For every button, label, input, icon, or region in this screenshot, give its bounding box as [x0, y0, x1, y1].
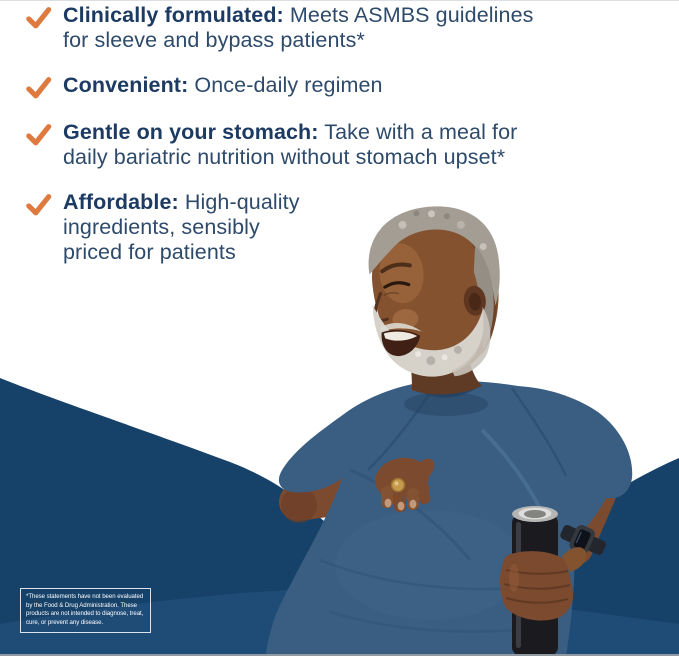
benefits-list — [24, 3, 628, 285]
benefit-line: daily bariatric nutrition without stomach upset* — [63, 145, 506, 169]
check-icon — [24, 193, 54, 217]
gold-ring — [392, 479, 405, 492]
benefit-label: Clinically formulated: — [63, 3, 284, 27]
benefit-item-convenient — [24, 73, 628, 100]
benefit-line: Take with a meal for — [318, 120, 518, 144]
top-edge-line — [0, 0, 679, 1]
benefit-line: priced for patients — [63, 240, 236, 264]
benefit-text — [63, 3, 628, 53]
fda-disclaimer-text: *These statements have not been evaluated by the Food & Drug Administration. These products are not intended to diagnose, treat, cure, or prevent any disease. — [26, 593, 144, 627]
benefit-text — [63, 120, 628, 170]
benefit-line: for sleeve and bypass patients* — [63, 28, 365, 52]
benefit-item-clinically-formulated — [24, 3, 628, 53]
benefit-label: Affordable: — [63, 190, 179, 214]
check-icon — [24, 6, 54, 30]
benefit-text — [63, 190, 628, 265]
benefit-label: Convenient: — [63, 73, 189, 97]
benefit-line: Meets ASMBS guidelines — [283, 3, 534, 27]
check-icon — [24, 123, 54, 147]
check-icon — [24, 76, 54, 100]
benefit-item-gentle-on-stomach — [24, 120, 628, 170]
benefit-line: Once-daily regimen — [188, 73, 383, 97]
benefit-line: High-quality — [178, 190, 300, 214]
benefit-item-affordable — [24, 190, 628, 265]
benefit-line: ingredients, sensibly — [63, 215, 260, 239]
benefit-text — [63, 73, 628, 98]
fda-disclaimer-box — [20, 588, 151, 633]
benefit-label: Gentle on your stomach: — [63, 120, 319, 144]
